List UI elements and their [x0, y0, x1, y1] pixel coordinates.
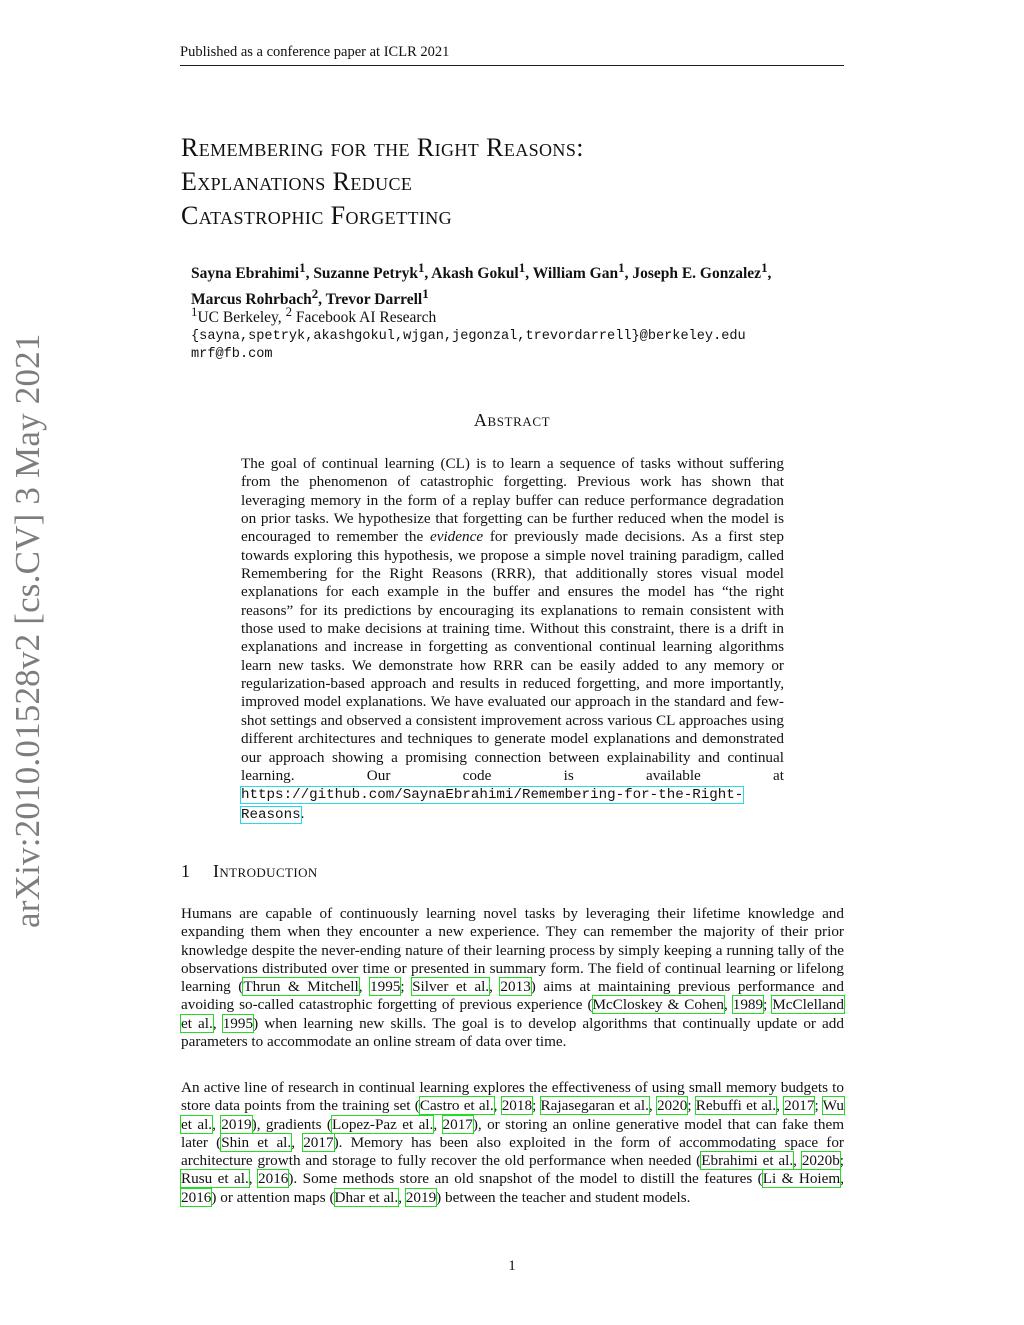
- citation-year-link[interactable]: 2018: [501, 1097, 533, 1115]
- citation-year-link[interactable]: 2017: [784, 1097, 815, 1115]
- affiliation-name: UC Berkeley,: [197, 309, 286, 327]
- citation-year-link[interactable]: 1995: [222, 1014, 254, 1032]
- citation-link[interactable]: McClelland et al.: [181, 996, 844, 1032]
- author-emails: [191, 328, 841, 364]
- citation-separator: ,: [398, 1188, 406, 1206]
- author-name: Sayna Ebrahimi: [191, 265, 300, 283]
- author-name: Marcus Rohrbach: [191, 291, 312, 309]
- citation-separator: ,: [648, 1097, 657, 1115]
- section-title: Introduction: [213, 861, 318, 881]
- abstract-text: for previously made decisions. As a first step towards exploring this hypothesis, we propose a simple novel training paradigm, called Remembering for the Right Reasons (RRR), that additionally stores visual model explanations for each example in the buffer and ensures the model has “the right reasons” for its predictions by encouraging its explanations to remain consistent with those used to make decisions at training time. Without this constraint, there is a drift in explanations and increase in forgetting as conventional continual learning algorithms learn new tasks. We demonstrate how RRR can be easily added to any memory or regularization-based approach and results in reduced forgetting, and more importantly, improved model explanations. We have evaluated our approach in the standard and few-shot settings and observed a consistent improvement across various CL approaches using different architectures and techniques to generate model explanations and demonstrated our approach showing a promising connection between explainability and continual learning. Our code is available at: [241, 528, 784, 784]
- body-text: ;: [814, 1097, 823, 1115]
- author-name: Suzanne Petryk: [313, 265, 418, 283]
- author-name: Akash Gokul: [431, 265, 519, 283]
- section-number: 1: [181, 861, 191, 881]
- page-number: 1: [508, 1258, 516, 1274]
- body-text: ;: [687, 1097, 696, 1115]
- body-text: ;: [400, 978, 413, 996]
- email-line: {sayna,spetryk,akashgokul,wjgan,jegonzal,trevordarrell}@berkeley.edu: [191, 329, 746, 344]
- citation-year-link[interactable]: 2016: [181, 1188, 212, 1206]
- author-separator: ,: [767, 265, 772, 283]
- title-line: Explanations Reduce: [181, 167, 413, 196]
- citation-link[interactable]: Castro et al.: [419, 1097, 494, 1115]
- affiliation-mark: 2: [285, 304, 293, 319]
- citation-separator: ,: [358, 978, 371, 996]
- body-text: ) or attention maps (: [211, 1188, 335, 1206]
- citation-separator: ,: [291, 1133, 304, 1151]
- citation-link[interactable]: Rebuffi et al.: [695, 1097, 777, 1115]
- abstract-end: .: [300, 804, 305, 822]
- citation-separator: ,: [212, 1014, 223, 1032]
- affiliation-name: Facebook AI Research: [292, 309, 437, 327]
- body-text: ;: [532, 1097, 541, 1115]
- affiliation-mark: 1: [191, 304, 198, 319]
- citation-separator: ,: [793, 1152, 802, 1170]
- citation-link[interactable]: Lopez-Paz et al.: [331, 1115, 434, 1133]
- body-text: ) aims at maintaining previous performance and avoiding so-called catastrophic forgetting of previous experience (: [181, 978, 844, 1014]
- author-name: Joseph E. Gonzalez: [632, 265, 762, 283]
- citation-year-link[interactable]: 2017: [303, 1133, 334, 1151]
- author-affiliation-mark: 2: [311, 286, 319, 302]
- body-text: Humans are capable of continuously learning novel tasks by leveraging their lifetime knowledge and expanding them when they encounter a new experience. They can remember the majority of their prior knowledge despite the never-ending nature of their learning process by simply keeping a running tally of the observations distributed over time or presented in summary form. The field of continual learning or lifelong learning (: [181, 905, 844, 996]
- citation-link[interactable]: Silver et al.: [412, 978, 490, 996]
- intro-paragraph-1: [181, 905, 844, 1051]
- author-separator: ,: [424, 265, 432, 283]
- body-text: ;: [763, 996, 773, 1014]
- body-text: ) when learning new skills. The goal is to develop algorithms that continually update or add parameters to accommodate an online stream of data over time.: [181, 1014, 844, 1051]
- citation-separator: ,: [840, 1170, 845, 1188]
- code-repository-link[interactable]: https://github.com/SaynaEbrahimi/Remembering-for-the-Right-Reasons: [241, 787, 744, 823]
- citation-link[interactable]: Ebrahimi et al.: [701, 1152, 794, 1170]
- citation-link[interactable]: Dhar et al.: [334, 1188, 399, 1206]
- citation-separator: ,: [248, 1170, 258, 1188]
- paper-title: [181, 131, 841, 233]
- emphasis-evidence: evidence: [429, 528, 484, 546]
- citation-year-link[interactable]: 2016: [258, 1170, 289, 1188]
- body-text: ), gradients (: [251, 1115, 332, 1133]
- citation-link[interactable]: McCloskey & Cohen: [592, 996, 724, 1014]
- author-list: [191, 258, 841, 310]
- body-text: ). Memory has been also exploited in the form of accommodating space for architecture growth and storage to fully recover the old performance when needed (: [181, 1133, 844, 1170]
- citation-separator: ,: [489, 978, 501, 996]
- title-line: Remembering for the Right Reasons:: [181, 133, 584, 162]
- author-separator: ,: [525, 265, 533, 283]
- citation-year-link[interactable]: 1989: [732, 996, 764, 1014]
- citation-link[interactable]: Shin et al.: [221, 1133, 292, 1151]
- author-name: Trevor Darrell: [325, 291, 423, 309]
- author-affiliation-mark: 1: [761, 260, 768, 275]
- title-line: Catastrophic Forgetting: [181, 201, 453, 230]
- abstract-body: [241, 455, 784, 824]
- body-text: ). Some methods store an old snapshot of the model to distill the features (: [288, 1170, 763, 1188]
- body-text: An active line of research in continual learning explores the effectiveness of using small memory budgets to store data points from the training set (: [181, 1079, 844, 1115]
- running-header: Published as a conference paper at ICLR 2021: [180, 44, 844, 66]
- author-affiliation-mark: 1: [618, 260, 625, 275]
- author-affiliation-mark: 1: [422, 286, 429, 302]
- citation-separator: ,: [776, 1097, 785, 1115]
- citation-separator: ,: [212, 1115, 222, 1133]
- section-heading-introduction: [181, 861, 845, 882]
- affiliations: [191, 304, 841, 327]
- citation-link[interactable]: Rajasegaran et al.: [540, 1097, 649, 1115]
- citation-separator: ,: [493, 1097, 502, 1115]
- arxiv-identifier-stamp: arXiv:2010.01528v2 [cs.CV] 3 May 2021: [8, 333, 47, 928]
- citation-link[interactable]: Rusu et al.: [181, 1170, 249, 1188]
- citation-link[interactable]: Thrun & Mitchell: [243, 978, 359, 996]
- body-text: ) between the teacher and student models.: [436, 1188, 691, 1206]
- author-affiliation-mark: 1: [299, 260, 306, 275]
- body-text: ;: [839, 1152, 845, 1170]
- author-separator: ,: [305, 265, 314, 283]
- citation-year-link[interactable]: 2019: [405, 1188, 437, 1206]
- citation-year-link[interactable]: 1995: [370, 978, 401, 996]
- author-affiliation-mark: 1: [518, 260, 526, 275]
- abstract-heading: Abstract: [473, 410, 551, 430]
- citation-year-link[interactable]: 2020b: [801, 1152, 840, 1170]
- intro-paragraph-2: [181, 1079, 844, 1207]
- author-separator: ,: [624, 265, 633, 283]
- email-line: mrf@fb.com: [191, 347, 273, 362]
- abstract-text: The goal of continual learning (CL) is to learn a sequence of tasks without suffering from the phenomenon of catastrophic forgetting. Previous work has shown that leveraging memory in the form of a replay buffer can reduce performance degradation on prior tasks. We hypothesize that forgetting can be further reduced when the model is encouraged to remember the: [241, 455, 784, 546]
- citation-year-link[interactable]: 2019: [221, 1115, 252, 1133]
- citation-year-link[interactable]: 2017: [442, 1115, 473, 1133]
- body-text: ), or storing an online generative model that can fake them later (: [181, 1115, 845, 1151]
- author-separator: ,: [318, 291, 326, 309]
- citation-link[interactable]: Wu et al.: [181, 1097, 844, 1133]
- author-affiliation-mark: 1: [417, 260, 425, 275]
- author-name: William Gan: [532, 265, 619, 283]
- citation-separator: ,: [723, 996, 733, 1014]
- citation-link[interactable]: Li & Hoiem: [762, 1170, 841, 1188]
- citation-separator: ,: [433, 1115, 443, 1133]
- citation-year-link[interactable]: 2020: [656, 1097, 688, 1115]
- citation-year-link[interactable]: 2013: [500, 978, 531, 996]
